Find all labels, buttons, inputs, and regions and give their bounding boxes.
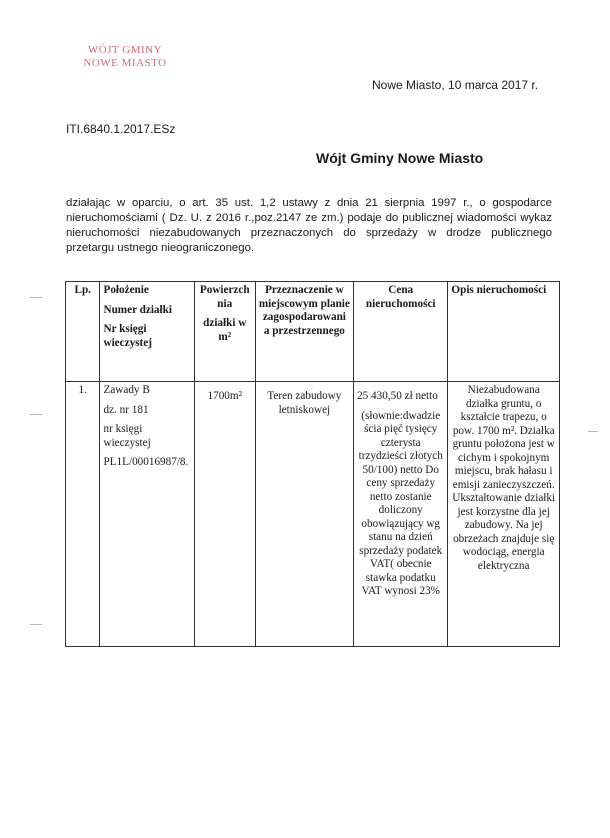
- header-opis: Opis nieruchomości: [448, 282, 560, 382]
- stamp-line-2: NOWE MIASTO: [83, 57, 167, 69]
- official-stamp: [70, 44, 180, 70]
- table-header-row: [66, 282, 560, 382]
- row-cena: [354, 382, 448, 647]
- header-numer-dzialki: Numer działki: [103, 303, 172, 316]
- header-polozenie-label: Położenie: [103, 284, 149, 296]
- header-lp: Lp.: [66, 282, 100, 382]
- row-polozenie: [100, 382, 194, 647]
- property-table: [65, 281, 560, 647]
- header-m2: m²: [218, 330, 232, 343]
- table-row: [66, 382, 560, 647]
- row-miejscowosc: Zawady B: [103, 384, 150, 396]
- place-and-date: Nowe Miasto, 10 marca 2017 r.: [372, 78, 539, 92]
- header-polozenie: [100, 282, 194, 382]
- scan-edge-mark: [30, 624, 42, 625]
- row-cena-slownie: (słownie:dwadzie ścia pięć tysięcy czterysta trzydzieści złotych 50/100) netto Do ceny sprzedaży netto zostanie doliczony obowiązujący wg stanu na dzień sprzedaży podatek VAT( obecnie stawka podatku VAT wynosi 23%: [358, 409, 443, 597]
- scan-edge-mark: [588, 431, 598, 432]
- header-cena: Cena nieruchomości: [354, 282, 448, 382]
- row-ksiega-nr: PL1L/00016987/8.: [103, 456, 189, 468]
- row-przeznaczenie: [255, 382, 353, 647]
- header-przeznaczenie: Przeznaczenie w miejscowym planie zagospodarowani a przestrzennego: [255, 282, 353, 382]
- intro-paragraph: działając w oparciu, o art. 35 ust. 1,2 ustawy z dnia 21 sierpnia 1997 r., o gospodarce nieruchomościami ( Dz. U. z 2016 r.,poz.2147 ze zm.) podaje do publicznej wiadomości wykaz nieruchomości niezabudowanych przeznaczonych do sprzedaży w drodze publicznego przetargu ustnego nieograniczonego.: [66, 197, 552, 254]
- row-przeznaczenie-value: Teren zabudowy letniskowej: [267, 390, 342, 416]
- row-cena-value: 25 430,50 zł netto: [357, 390, 438, 402]
- document-title: Wójt Gminy Nowe Miasto: [316, 150, 484, 166]
- header-powierzchnia-label: Powierzch nia: [199, 284, 250, 310]
- row-dzialka: dz. nr 181: [103, 403, 149, 416]
- stamp-line-1: WÓJT GMINY: [87, 44, 163, 56]
- reference-number: ITI.6840.1.2017.ESz: [66, 122, 176, 136]
- row-powierzchnia-value: 1700m²: [207, 390, 242, 402]
- row-ksiega-label: nr księgi wieczystej: [103, 423, 151, 449]
- header-powierzchnia: [194, 282, 255, 382]
- scan-edge-mark: [30, 414, 42, 415]
- row-lp: 1.: [66, 382, 100, 647]
- row-opis: Niezabudowana działka gruntu, o kształcie trapezu, o pow. 1700 m². Działka gruntu położona jest w cichym i spokojnym miejscu, brak hałasu i emisji zanieczyszczeń. Ukształtowanie działki jest korzystne dla jej zabudowy. Na jej obrzeżach znajduje się wodociąg, energia elektryczna: [448, 382, 560, 647]
- header-nr-ksiegi: Nr księgi wieczystej: [103, 323, 152, 349]
- scan-edge-mark: [30, 297, 42, 298]
- row-powierzchnia: [194, 382, 255, 647]
- header-dzialki-w: działki w: [203, 317, 247, 329]
